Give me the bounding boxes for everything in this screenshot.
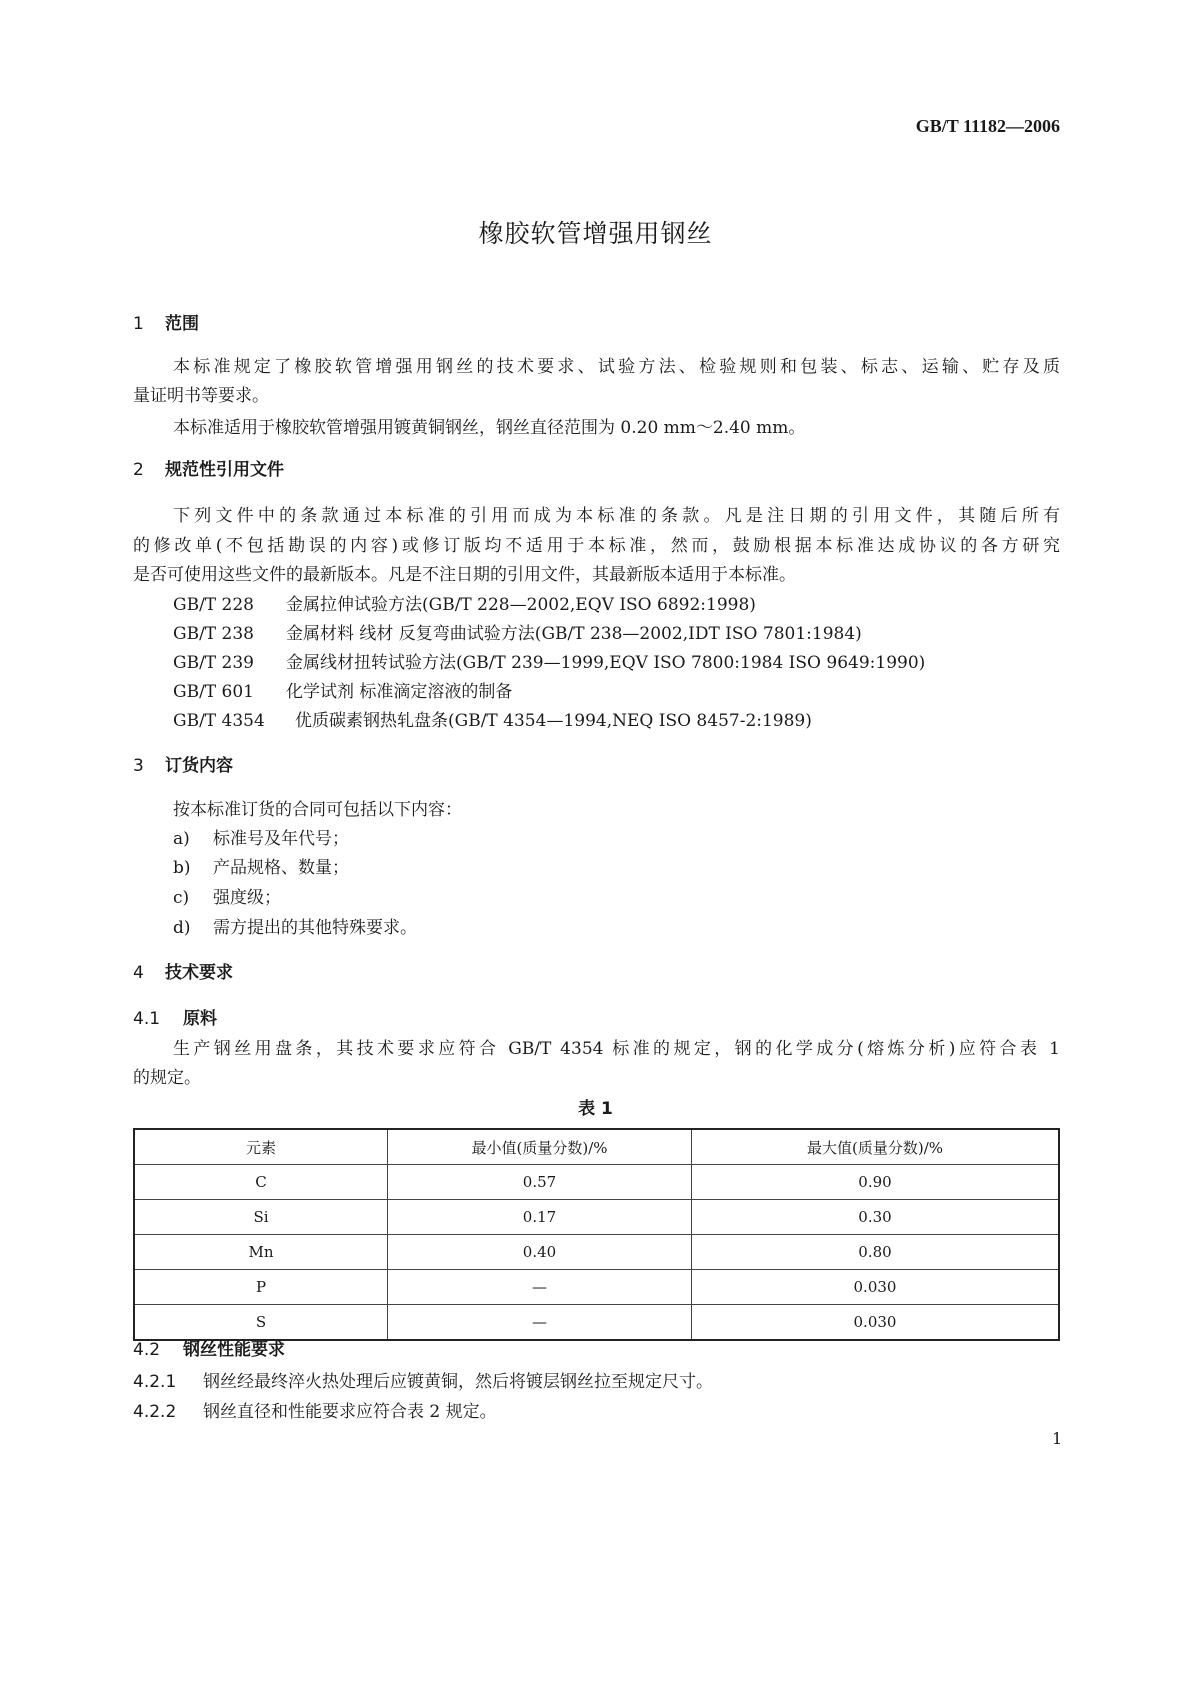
list-item: a) 标准号及年代号； [173,829,349,849]
table-cell: 0.17 [388,1200,692,1235]
section-4-1-heading: 4.1 原料 [133,1009,217,1029]
table-cell: P [134,1270,388,1305]
table-cell: 0.30 [692,1200,1060,1235]
paragraph-line: 是否可使用这些文件的最新版本。凡是不注日期的引用文件，其最新版本适用于本标准。 [133,565,796,585]
table-row [134,1270,1059,1305]
paragraph: 按本标准订货的合同可包括以下内容： [173,800,462,820]
table-cell: 0.57 [388,1165,692,1200]
table-cell: S [134,1305,388,1341]
reference-item: GB/T 239 金属线材扭转试验方法(GB/T 239—1999,EQV ISO 7800:1984 ISO 9649:1990) [173,653,926,673]
table-cell: 0.40 [388,1235,692,1270]
paragraph: 本标准适用于橡胶软管增强用镀黄铜钢丝，钢丝直径范围为 0.20 mm～2.40 mm。 [173,418,806,438]
clause-4-2-2: 4.2.2 钢丝直径和性能要求应符合表 2 规定。 [133,1402,497,1422]
list-item: d) 需方提出的其他特殊要求。 [173,918,417,938]
section-4-2-heading: 4.2 钢丝性能要求 [133,1340,285,1360]
reference-item: GB/T 4354 优质碳素钢热轧盘条(GB/T 4354—1994,NEQ ISO 8457-2:1989) [173,711,812,731]
table-cell: 0.90 [692,1165,1060,1200]
table-1 [133,1128,1060,1341]
table-row [134,1235,1059,1270]
list-item: b) 产品规格、数量； [173,858,349,878]
table-cell: 0.030 [692,1270,1060,1305]
table-cell: 0.80 [692,1235,1060,1270]
table-cell: — [388,1305,692,1341]
table-row [134,1165,1059,1200]
clause-4-2-1: 4.2.1 钢丝经最终淬火热处理后应镀黄铜，然后将镀层钢丝拉至规定尺寸。 [133,1372,713,1392]
paragraph-line: 量证明书等要求。 [133,386,269,406]
section-1-heading: 1 范围 [133,314,199,334]
paragraph-line: 的规定。 [133,1068,201,1088]
table-caption: 表 1 [578,1099,613,1119]
list-item: c) 强度级； [173,888,281,908]
reference-item: GB/T 601 化学试剂 标准滴定溶液的制备 [173,682,513,702]
table-row [134,1200,1059,1235]
paragraph-line: 生产钢丝用盘条，其技术要求应符合 GB/T 4354 标准的规定，钢的化学成分(熔炼分析)应符合表 1 [173,1039,1060,1059]
paragraph-line: 本标准规定了橡胶软管增强用钢丝的技术要求、试验方法、检验规则和包装、标志、运输、贮存及质 [173,357,1060,377]
page-title: 橡胶软管增强用钢丝 [478,219,713,248]
column-header: 元素 [134,1129,388,1165]
reference-item: GB/T 238 金属材料 线材 反复弯曲试验方法(GB/T 238—2002,IDT ISO 7801:1984) [173,624,862,644]
page-number: 1 [1052,1429,1063,1448]
section-3-heading: 3 订货内容 [133,756,233,776]
paragraph-line: 的修改单(不包括勘误的内容)或修订版均不适用于本标准，然而，鼓励根据本标准达成协议的各方研究 [133,536,1060,556]
table-cell: C [134,1165,388,1200]
section-2-heading: 2 规范性引用文件 [133,460,284,480]
column-header: 最小值(质量分数)/% [388,1129,692,1165]
paragraph-line: 下列文件中的条款通过本标准的引用而成为本标准的条款。凡是注日期的引用文件，其随后所有 [173,506,1060,526]
table-header-row [134,1129,1059,1165]
reference-item: GB/T 228 金属拉伸试验方法(GB/T 228—2002,EQV ISO 6892:1998) [173,595,756,615]
table-cell: Mn [134,1235,388,1270]
table-cell: Si [134,1200,388,1235]
section-4-heading: 4 技术要求 [133,963,233,983]
standard-code-header: GB/T 11182—2006 [915,116,1060,136]
column-header: 最大值(质量分数)/% [692,1129,1060,1165]
table-cell: — [388,1270,692,1305]
table-cell: 0.030 [692,1305,1060,1341]
